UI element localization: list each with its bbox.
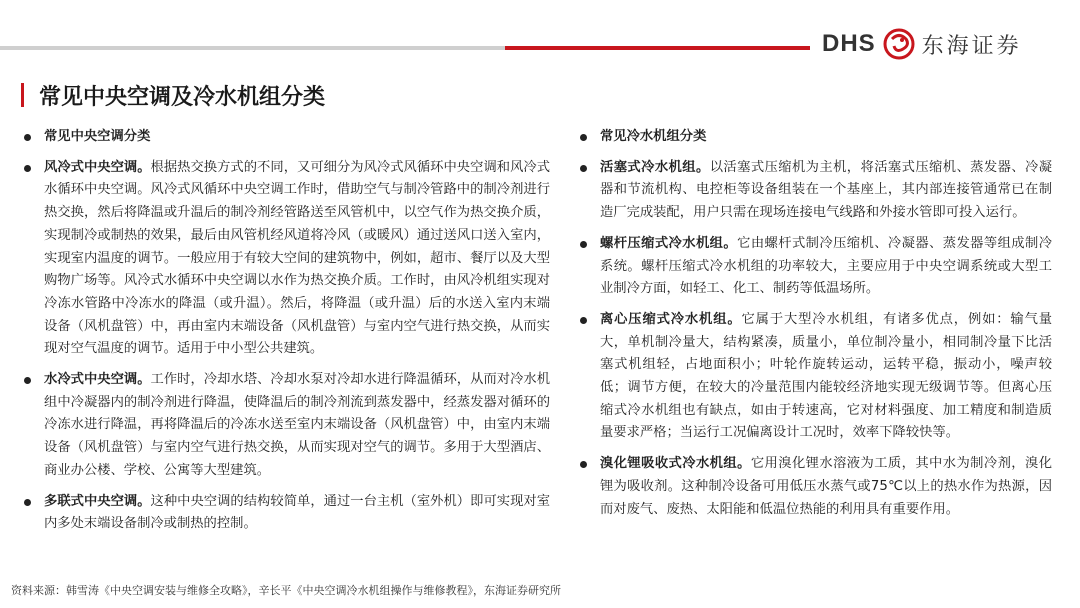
item-heading: 常见冷水机组分类	[600, 129, 707, 144]
item-body: 它用溴化锂水溶液为工质，其中水为制冷剂，溴化锂为吸收剂。这种制冷设备可用低压水蒸气或75℃以上的热水作为热源，因而对废气、废热、太阳能和低温位热能的利用具有重要作用。	[600, 456, 1053, 517]
item-heading: 活塞式冷水机组。	[600, 159, 710, 175]
list-item	[24, 369, 550, 483]
item-heading: 水冷式中央空调。	[44, 372, 151, 388]
bullet-icon	[580, 134, 587, 141]
bullet-icon	[24, 165, 31, 172]
item-body: 工作时，冷却水塔、冷却水泵对冷却水进行降温循环，从而对冷水机组中冷凝器内的制冷剂进行降温，使降温后的制冷剂流到蒸发器中，经蒸发器对循环的冷冻水进行降温，再将降温后的冷冻水送至室内末端设备（风机盘管）中，由室内末端设备（风机盘管）与室内空气进行热交换，从而实现对空气的调节。多用于大型酒店、商业办公楼、学校、公寓等大型建筑。	[44, 372, 550, 478]
bullet-icon	[24, 134, 31, 141]
source-note: 资料来源：韩雪涛《中央空调安装与维修全攻略》，辛长平《中央空调冷水机组操作与维修教程》，东海证券研究所	[11, 584, 561, 597]
item-body: 它属于大型冷水机组，有诸多优点，例如：输气量大，单机制冷量大，结构紧凑，质量小，单位制冷量小，相同制冷量下比活塞式机组轻，占地面积小；叶轮作旋转运动，运转平稳，振动小，噪声较低；调节方便，在较大的冷量范围内能较经济地实现无级调节等。但离心压缩式冷水机组也有缺点，如由于转速高，它对材料强度、加工精度和制造质量要求严格；当运行工况偏离设计工况时，效率下降较快等。	[600, 311, 1053, 441]
list-item	[580, 233, 1052, 301]
list-item	[24, 491, 550, 536]
right-column	[580, 126, 1052, 529]
item-heading: 离心压缩式冷水机组。	[600, 311, 742, 327]
bullet-icon	[24, 377, 31, 384]
list-item	[580, 126, 1052, 149]
title-accent-bar	[21, 83, 24, 107]
left-column	[24, 126, 550, 544]
item-heading: 螺杆压缩式冷水机组。	[600, 235, 738, 251]
dragon-swirl-logo-icon	[882, 27, 916, 61]
bullet-icon	[580, 317, 587, 324]
item-body: 以活塞式压缩机为主机，将活塞式压缩机、蒸发器、冷凝器和节流机构、电控柜等设备组装在一个基座上，其内部连接管通常已在制造厂完成装配，用户只需在现场连接电气线路和外接水管即可投入运行。	[600, 159, 1053, 221]
bullet-icon	[24, 499, 31, 506]
logo-chinese-text: 东海证券	[921, 33, 1022, 59]
bullet-icon	[580, 461, 587, 468]
item-heading: 风冷式中央空调。	[44, 159, 151, 175]
bullet-icon	[580, 165, 587, 172]
item-heading: 多联式中央空调。	[44, 493, 151, 509]
list-item	[24, 157, 550, 361]
bullet-icon	[580, 241, 587, 248]
header-rule-red	[505, 46, 810, 50]
logo-latin-text: DHS	[822, 30, 876, 57]
item-heading: 常见中央空调分类	[44, 129, 151, 144]
list-item	[24, 126, 550, 149]
item-body: 它由螺杆式制冷压缩机、冷凝器、蒸发器等组成制冷系统。螺杆压缩式冷水机组的功率较大，主要应用于中央空调系统或大型工业制冷方面，如轻工、化工、制药等低温场所。	[600, 235, 1053, 297]
item-body: 根据热交换方式的不同，又可细分为风冷式风循环中央空调和风冷式水循环中央空调。风冷式风循环中央空调工作时，借助空气与制冷管路中的制冷剂进行热交换，然后将降温或升温后的制冷剂经管路送至风管机中，以空气作为热交换介质，实现制冷或制热的效果，最后由风管机经风道将冷风（或暖风）通过送风口送入室内，实现室内温度的调节。一般应用于有较大空间的建筑物中，例如，超市、餐厅以及大型购物广场等。风冷式水循环中央空调以水作为热交换介质。工作时，由风冷机组实现对冷冻水管路中冷冻水的降温（或升温）。然后，将降温（或升温）后的水送入室内末端设备（风机盘管）中，再由室内末端设备（风机盘管）与室内空气进行热交换，从而实现对空气温度的调节。适用于中小型公共建筑。	[44, 159, 550, 357]
page-title: 常见中央空调及冷水机组分类	[39, 85, 326, 110]
item-body: 这种中央空调的结构较简单，通过一台主机（室外机）即可实现对室内多处末端设备制冷或制热的控制。	[44, 493, 550, 532]
list-item	[580, 309, 1052, 445]
list-item	[580, 453, 1052, 521]
company-logo	[822, 22, 1022, 66]
list-item	[580, 157, 1052, 225]
header-rule-gray	[0, 46, 505, 50]
item-heading: 溴化锂吸收式冷水机组。	[600, 456, 751, 472]
